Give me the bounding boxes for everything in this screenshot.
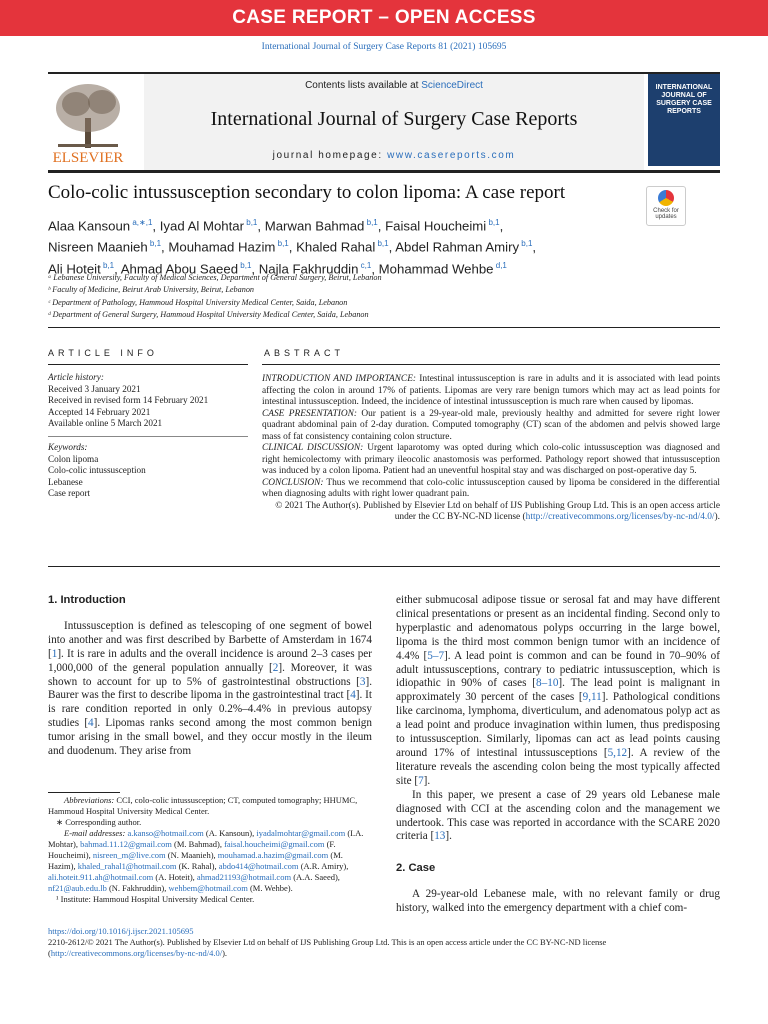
article-history-label: Article history:	[48, 372, 104, 382]
email-link[interactable]: nf21@aub.edu.lb	[48, 883, 107, 893]
author-name[interactable]: Faisal Houcheimi	[385, 218, 487, 234]
keyword: Colo-colic intussusception	[48, 465, 146, 476]
author-name[interactable]: Ali Hoteit	[48, 261, 101, 277]
abstract-section	[262, 374, 720, 409]
footnotes: Abbreviations: CCI, colo-colic intussusception; CT, computed tomography; HHUMC, Hammoud Hospital University Medical Center. ∗ Corresponding author. E-mail addresses: a.kanso@hotmail.com (A. Kansoun), iyadalmohtar@gmail.com (I.A. Mohtar), bahmad.11.12@gmail.com (M. Bahmad), faisal.houcheimi@gmail.com (F. Houcheimi), nisreen_m@live.com (N. Maanieh), mouhamad.a.hazim@gmail.com (M. Hazim), khaled_rahal1@hotmail.com (K. Rahal), abdo414@hotmail.com (A.R. Amiry), ali.hoteit.911.ah@hotmail.com (A. Hoteit), ahmad21193@hotmail.com (A.A. Saeed), nf21@aub.edu.lb (N. Fakhruddin), wehbem@hotmail.com (M. Wehbe). ¹ Institute: Hammoud Hospital University Medical Center.	[48, 792, 372, 905]
author-affiliation-marker[interactable]: b,1	[275, 239, 289, 249]
email-link[interactable]: ali.hoteit.911.ah@hotmail.com	[48, 872, 154, 882]
abstract-section	[262, 478, 720, 501]
citation-ref-link[interactable]: 4	[350, 689, 356, 702]
license-link[interactable]: http://creativecommons.org/licenses/by-nc-nd/4.0/	[525, 512, 715, 522]
abstract-license: © 2021 The Author(s). Published by Elsevier Ltd on behalf of IJS Publishing Group Ltd. This is an open access article under the CC BY-NC-ND license (http://creativecommons.org/licenses/by-nc-nd/4.0/).	[275, 500, 720, 522]
history-date: Accepted 14 February 2021	[48, 406, 151, 417]
author-name[interactable]: Najla Fakhruddin	[258, 261, 359, 277]
email-link[interactable]: wehbem@hotmail.com	[168, 883, 248, 893]
author-affiliation-marker[interactable]: b,1	[100, 260, 115, 270]
author-name[interactable]: Marwan Bahmad	[264, 218, 365, 234]
author-affiliation-marker[interactable]: b,1	[364, 218, 378, 227]
citation-ref-link[interactable]: 1	[51, 647, 58, 660]
divider	[262, 364, 720, 365]
journal-homepage-line: journal homepage: www.casereports.com	[272, 150, 516, 161]
divider	[48, 364, 248, 365]
citation-ref-link[interactable]: 8–10	[536, 677, 559, 690]
author-affiliation-marker[interactable]: b,1	[519, 239, 533, 249]
affiliation-line: ᵃ Lebanese University, Faculty of Medical Sciences, Department of General Surgery, Beirut, Lebanon	[48, 273, 382, 282]
history-date: Available online 5 March 2021	[48, 418, 163, 429]
citation-ref-link[interactable]: 5,12	[607, 746, 628, 759]
right-column	[396, 594, 720, 916]
citation-ref-link[interactable]: 3	[359, 675, 366, 688]
author-affiliation-marker[interactable]: b,1	[486, 218, 500, 227]
author-name[interactable]: Ahmad Abou Saeed	[120, 261, 239, 277]
keyword: Colon lipoma	[48, 453, 99, 464]
case-heading: 2. Case	[396, 862, 436, 875]
author-name[interactable]: Khaled Rahal	[296, 239, 376, 255]
publisher-name: ELSEVIER	[52, 150, 124, 166]
journal-cover-thumbnail: INTERNATIONAL JOURNAL OF SURGERY CASE REPORTS	[648, 74, 720, 166]
introduction-section	[48, 594, 372, 759]
author-affiliation-marker[interactable]: d,1	[493, 260, 507, 270]
open-access-banner: CASE REPORT – OPEN ACCESS	[0, 0, 768, 36]
introduction-paragraph: Intussusception is defined as telescoping of one segment of bowel into another and was first described by Barbette of Amsterdam in 1674 [1]. It is rare in adults and the overall incidence is around 2–3 cases per 1,000,000 of the general population annually [2]. Moreover, it was shown to account for up to 5% of gastrointestinal obstructions [3]. Baurer was the first to describe lipoma in the gastrointestinal tract [4]. It is rare condition reported in only 0.2%–4.4% in previous autopsy studies [4]. Lipomas ranks second among the most common benign tumor arising in the small bowel, and they occur mostly in the ileum and duodenum. They arise from	[48, 619, 372, 758]
email-link[interactable]: a.kanso@hotmail.com	[127, 828, 204, 838]
citation-ref-link[interactable]: 9,11	[582, 691, 602, 704]
body-paragraph: either submucosal adipose tissue or serosal fat and may have different clinical presentations or present as an incidental finding. Second only to hyperplastic and adenomatous polyps occurring in the large bowel, lipoma is the third most common benign tumor with an incidence of 4.4% [5–7]. A lead point is common and can be found in 70–90% of adult intussusceptions, contrary to pediatric intussusception, which is idiopathic in 90% of cases [8–10]. The lead point is malignant in approximately 30 percent of the cases [9,11]. Pathological conditions like carcinoma, lymphoma, diverticulum, and adenomatous polyp act as a lead point and produce invagination within lumen, thus predisposing to intussusception. Similarly, lipomas can act as lead points causing around 17% of intestinal intussusceptions [5,12]. A review of the literature reveals the ascending colon being the most typically affected site [7].	[396, 594, 721, 787]
author-affiliation-marker[interactable]: b,1	[238, 260, 252, 270]
divider	[48, 566, 720, 567]
crossmark-label: Check for updates	[653, 208, 679, 220]
keywords-list	[48, 454, 248, 500]
email-link[interactable]: nisreen_m@live.com	[92, 850, 166, 860]
keyword: Lebanese	[48, 476, 83, 487]
email-link[interactable]: iyadalmohtar@gmail.com	[256, 828, 346, 838]
author-name[interactable]: Iyad Al Mohtar	[159, 218, 245, 234]
abstract-section-label: CASE PRESENTATION:	[262, 408, 357, 419]
email-link[interactable]: abdo414@hotmail.com	[218, 861, 299, 871]
author-name[interactable]: Mohammad Wehbe	[378, 261, 494, 277]
abstract-section-text: Our patient is a 29-year-old male, previously healthy and admitted for severe right lower quadrant abdominal pain of 2-day duration. Computed tomography (CT) scan of the abdomen and pelvis showed large mass of fat consistency containing colon structure.	[262, 408, 721, 442]
citation-ref-link[interactable]: 5–7	[427, 649, 445, 662]
sciencedirect-link[interactable]: ScienceDirect	[421, 80, 483, 91]
article-info	[48, 372, 248, 500]
citation-ref-link[interactable]: 13	[434, 830, 446, 843]
author-affiliation-marker[interactable]: c,1	[358, 260, 372, 270]
abstract-body	[262, 374, 720, 524]
introduction-heading: 1. Introduction	[48, 594, 126, 606]
divider	[48, 327, 720, 328]
author-affiliation-marker[interactable]: b,1	[147, 239, 162, 249]
abstract-section-text: Urgent laparotomy was opted during which colo-colic intussusception was diagnosed and right hemicolectomy with primary ileocolic anastomosis was performed. Pathology report showed that intussusception was induced by a colon lipoma. Patient had an uneventful hospital stay and was discharged on post-operative day 5.	[262, 443, 720, 476]
abstract-section-label: INTRODUCTION AND IMPORTANCE:	[262, 374, 417, 384]
body-paragraph: In this paper, we present a case of 29 years old Lebanese male diagnosed with CCI at the ascending colon and the management we undertook. This case was reported in accordance with the SCARE 2020 criteria [13].	[396, 788, 720, 843]
keywords-label: Keywords:	[48, 441, 88, 452]
journal-homepage-link[interactable]: www.casereports.com	[387, 150, 516, 161]
abstract-section	[262, 443, 720, 478]
author-name[interactable]: Mouhamad Hazim	[168, 239, 276, 255]
abstract-section	[262, 409, 720, 444]
author-name[interactable]: Alaa Kansoun	[48, 218, 131, 234]
author-name[interactable]: Abdel Rahman Amiry	[395, 239, 520, 255]
journal-title: International Journal of Surgery Case Reports	[210, 108, 578, 130]
journal-masthead	[48, 72, 720, 173]
email-link[interactable]: bahmad.11.12@gmail.com	[80, 839, 172, 849]
affiliation-line: ᵇ Faculty of Medicine, Beirut Arab University, Beirut, Lebanon	[48, 285, 255, 295]
email-link[interactable]: mouhamad.a.hazim@gmail.com	[217, 850, 329, 860]
citation-ref-link[interactable]: 7	[418, 774, 424, 787]
journal-header-box	[144, 74, 644, 170]
article-info-heading: ARTICLE INFO	[48, 348, 158, 358]
author-affiliation-marker[interactable]: b,1	[244, 218, 258, 227]
citation-ref-link[interactable]: 2	[272, 661, 279, 674]
abstract-heading: ABSTRACT	[264, 348, 345, 358]
abstract-section-text: Thus we recommend that colo-colic intussusception caused by lipoma be considered in the differential when diagnosing adults with right lower quadrant pain.	[262, 477, 720, 499]
abstract-section-text: Intestinal intussusception is rare in adults and it is associated with lead points affecting the colon in around 17% of patients. Lipomas are very rare benign tumors which may act as lead points for intestinal intussusception. Indeed, the incidence of intestinal intussusception is much rare when caused by lipomas.	[262, 374, 720, 407]
author-list: Alaa Kansoun $^{a,∗,1}$, Iyad Al Mohtar $^{b,1}$, Marwan Bahmad $^{b,1}$, Faisal Houcheimi $^{b,1}$, Nisreen Maanieh $^{b,1}$, Mouhamad Hazim $^{b,1}$, Khaled Rahal $^{b,1}$, Abdel Rahman Amiry $^{b,1}$, Ali Hoteit $^{b,1}$, Ahmad Abou Saeed $^{b,1}$, Najla Fakhruddin $^{c,1}$, Mohammad Wehbe $^{d,1}$	[48, 218, 537, 277]
abstract-section-label: CONCLUSION:	[262, 477, 324, 488]
author-affiliation-marker[interactable]: a,∗,1	[130, 218, 153, 227]
contents-line: Contents lists available at ScienceDirect	[305, 80, 483, 91]
history-date: Received in revised form 14 February 2021	[48, 395, 209, 406]
crossmark-button[interactable]	[646, 186, 686, 226]
keyword: Case report	[48, 488, 91, 499]
affiliations	[48, 272, 382, 322]
affiliation-line: ᶜ Department of Pathology, Hammoud Hospital University Medical Center, Saida, Lebanon	[48, 297, 348, 307]
journal-citation-link[interactable]: International Journal of Surgery Case Reports 81 (2021) 105695	[261, 42, 507, 52]
email-link[interactable]: ahmad21193@hotmail.com	[196, 872, 292, 882]
bottom-matter: https://doi.org/10.1016/j.ijscr.2021.105695 2210-2612/© 2021 The Author(s). Published by Elsevier Ltd on behalf of IJS Publishing Group Ltd. This is an open access article under the CC BY-NC-ND license (http://creativecommons.org/licenses/by-nc-nd/4.0/).	[48, 926, 607, 958]
author-affiliation-marker[interactable]: b,1	[375, 239, 389, 249]
author-name[interactable]: Nisreen Maanieh	[48, 239, 148, 255]
crossmark-icon	[658, 190, 674, 206]
article-history	[48, 384, 248, 430]
license-link[interactable]: http://creativecommons.org/licenses/by-nc-nd/4.0/	[50, 948, 223, 958]
case-paragraph: A 29-year-old Lebanese male, with no relevant family or drug history, walked into the emergency department with a chief com-	[396, 888, 720, 915]
email-link[interactable]: faisal.houcheimi@gmail.com	[224, 839, 325, 849]
article-title: Colo-colic intussusception secondary to colon lipoma: A case report	[48, 182, 566, 203]
abstract-section-label: CLINICAL DISCUSSION:	[262, 443, 364, 453]
email-link[interactable]: khaled_rahal1@hotmail.com	[77, 861, 177, 871]
history-date: Received 3 January 2021	[48, 383, 141, 394]
citation-ref-link[interactable]: 4	[88, 717, 94, 730]
doi-link[interactable]: https://doi.org/10.1016/j.ijscr.2021.105695	[48, 926, 194, 936]
affiliation-line: ᵈ Department of General Surgery, Hammoud Hospital University Medical Center, Saida, Lebanon	[48, 310, 369, 320]
